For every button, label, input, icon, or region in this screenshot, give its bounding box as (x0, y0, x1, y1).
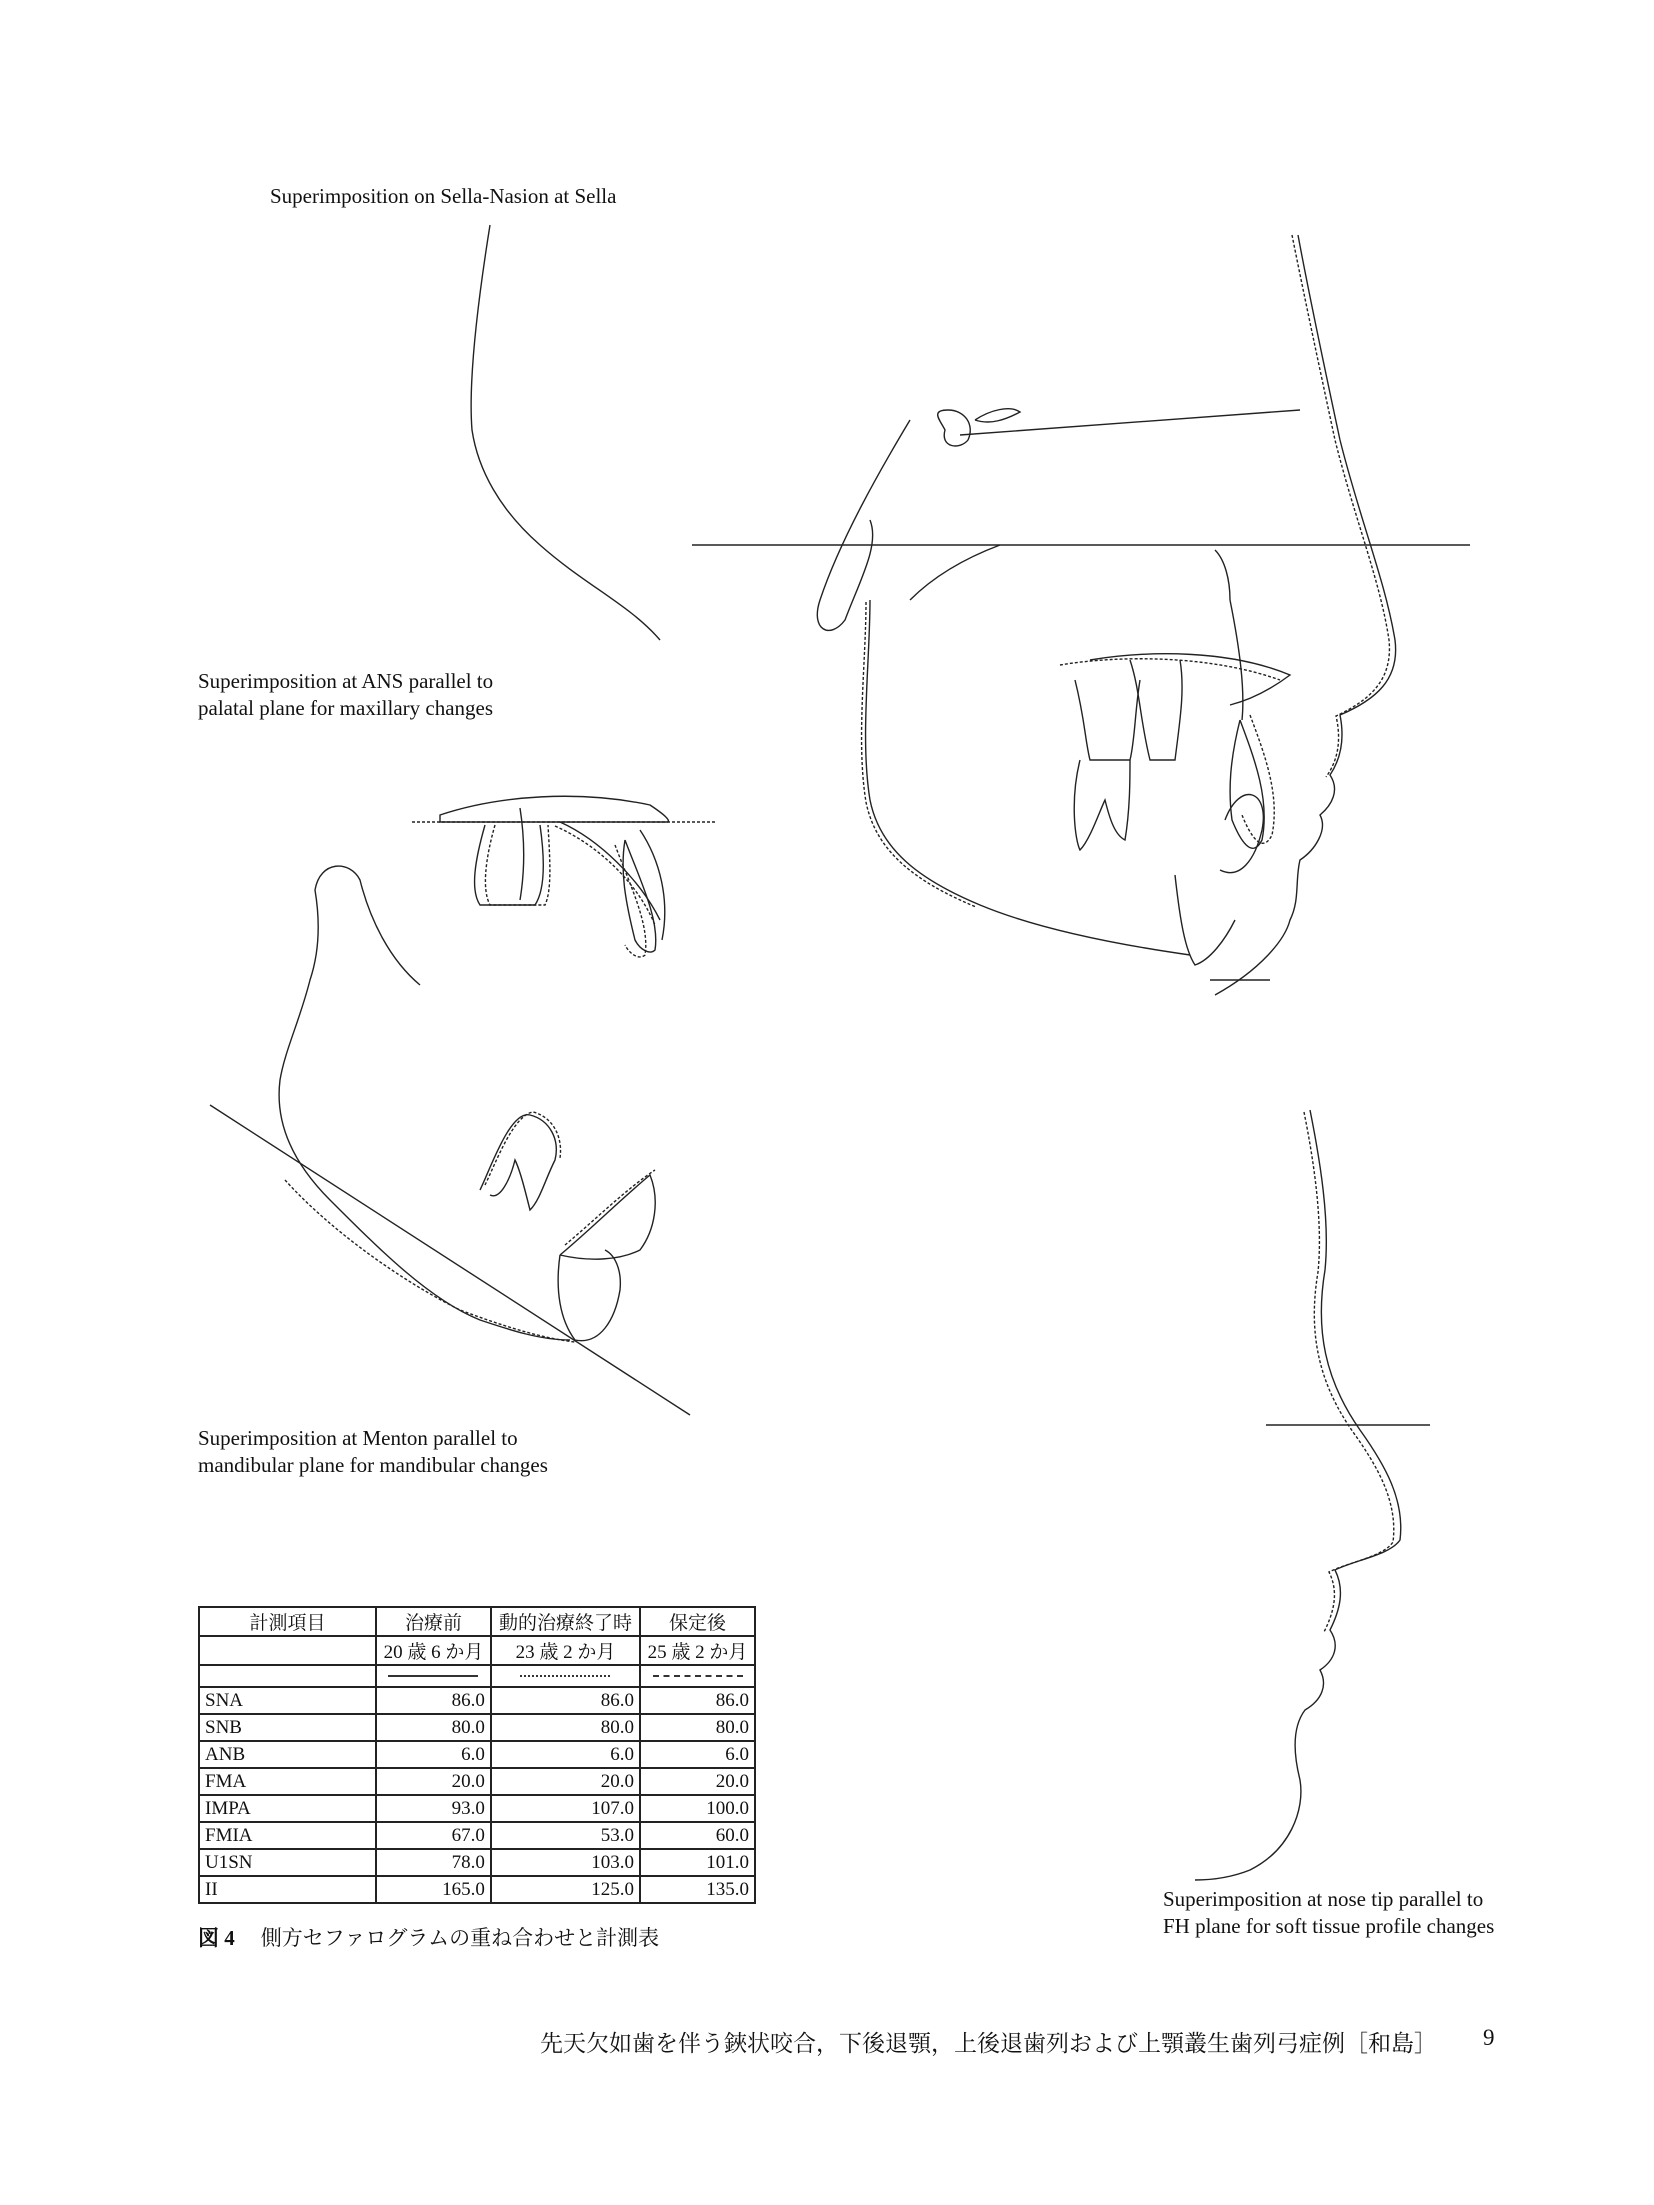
table-cell: 53.0 (491, 1822, 640, 1849)
table-cell: 135.0 (640, 1876, 755, 1903)
table-row-label: IMPA (199, 1795, 376, 1822)
page-number: 9 (1483, 2025, 1495, 2050)
figure-caption-text: 側方セファログラムの重ね合わせと計測表 (260, 1926, 660, 1950)
table-cell: 86.0 (376, 1687, 491, 1714)
table-cell: 20.0 (376, 1768, 491, 1795)
table-row (199, 1822, 755, 1849)
table-legend-cell (376, 1665, 491, 1687)
table-header-row (199, 1607, 755, 1636)
table-row-label: SNB (199, 1714, 376, 1741)
table-cell: 103.0 (491, 1849, 640, 1876)
legend-solid-line (388, 1675, 478, 1677)
figure-number: 図 4 (198, 1926, 235, 1950)
tracing-ans-maxillary (412, 796, 715, 957)
table-cell: 6.0 (491, 1741, 640, 1768)
table-legend-row (199, 1665, 755, 1687)
table-row-label: FMIA (199, 1822, 376, 1849)
table-row (199, 1876, 755, 1903)
table-cell: 67.0 (376, 1822, 491, 1849)
table-cell: 165.0 (376, 1876, 491, 1903)
table-row (199, 1741, 755, 1768)
figure-caption (198, 1922, 659, 1952)
table-age-cell: 20 歳 6 か月 (376, 1636, 491, 1665)
table-row-label: FMA (199, 1768, 376, 1795)
table-header-cell: 計測項目 (199, 1607, 376, 1636)
running-title: 先天欠如歯を伴う鋏状咬合，下後退顎，上後退歯列および上顎叢生歯列弓症例［和島］ (540, 2031, 1437, 2056)
table-cell: 20.0 (640, 1768, 755, 1795)
table-cell: 107.0 (491, 1795, 640, 1822)
table-row (199, 1714, 755, 1741)
cephalometric-measurement-table (198, 1606, 756, 1904)
tracing-menton-mandibular (210, 866, 690, 1415)
table-cell: 100.0 (640, 1795, 755, 1822)
table-cell: 86.0 (491, 1687, 640, 1714)
table-row-label: II (199, 1876, 376, 1903)
tracing-sella-nasion (471, 225, 1470, 995)
table-cell: 80.0 (491, 1714, 640, 1741)
table-row-label: ANB (199, 1741, 376, 1768)
table-cell: 20.0 (491, 1768, 640, 1795)
table-age-cell (199, 1636, 376, 1665)
table-cell: 6.0 (376, 1741, 491, 1768)
table-row (199, 1849, 755, 1876)
table-row-label: SNA (199, 1687, 376, 1714)
legend-dashed-line (653, 1675, 743, 1677)
table-header-cell: 動的治療終了時 (491, 1607, 640, 1636)
table-cell: 125.0 (491, 1876, 640, 1903)
table-header-cell: 保定後 (640, 1607, 755, 1636)
table-cell: 78.0 (376, 1849, 491, 1876)
table-header-cell: 治療前 (376, 1607, 491, 1636)
caption-sella-nasion: Superimposition on Sella-Nasion at Sella (270, 184, 617, 208)
legend-dotted-line (520, 1675, 610, 1677)
table-cell: 6.0 (640, 1741, 755, 1768)
table-row (199, 1768, 755, 1795)
table-cell: 60.0 (640, 1822, 755, 1849)
caption-menton-mandibular: Superimposition at Menton parallel to mandibular plane for mandibular changes (198, 1426, 548, 1477)
table-row (199, 1795, 755, 1822)
table-age-cell: 25 歳 2 か月 (640, 1636, 755, 1665)
table-legend-cell (199, 1665, 376, 1687)
table-legend-cell (491, 1665, 640, 1687)
table-cell: 80.0 (640, 1714, 755, 1741)
table-cell: 86.0 (640, 1687, 755, 1714)
table-age-cell: 23 歳 2 か月 (491, 1636, 640, 1665)
table-cell: 101.0 (640, 1849, 755, 1876)
table-cell: 80.0 (376, 1714, 491, 1741)
table-age-row (199, 1636, 755, 1665)
table-cell: 93.0 (376, 1795, 491, 1822)
table-row-label: U1SN (199, 1849, 376, 1876)
table-legend-cell (640, 1665, 755, 1687)
caption-nose-tip-soft-tissue: Superimposition at nose tip parallel to FH plane for soft tissue profile changes (1163, 1887, 1495, 1938)
tracing-soft-tissue-profile (1195, 1110, 1430, 1880)
table-row (199, 1687, 755, 1714)
caption-ans-maxillary: Superimposition at ANS parallel to palatal plane for maxillary changes (198, 669, 494, 720)
